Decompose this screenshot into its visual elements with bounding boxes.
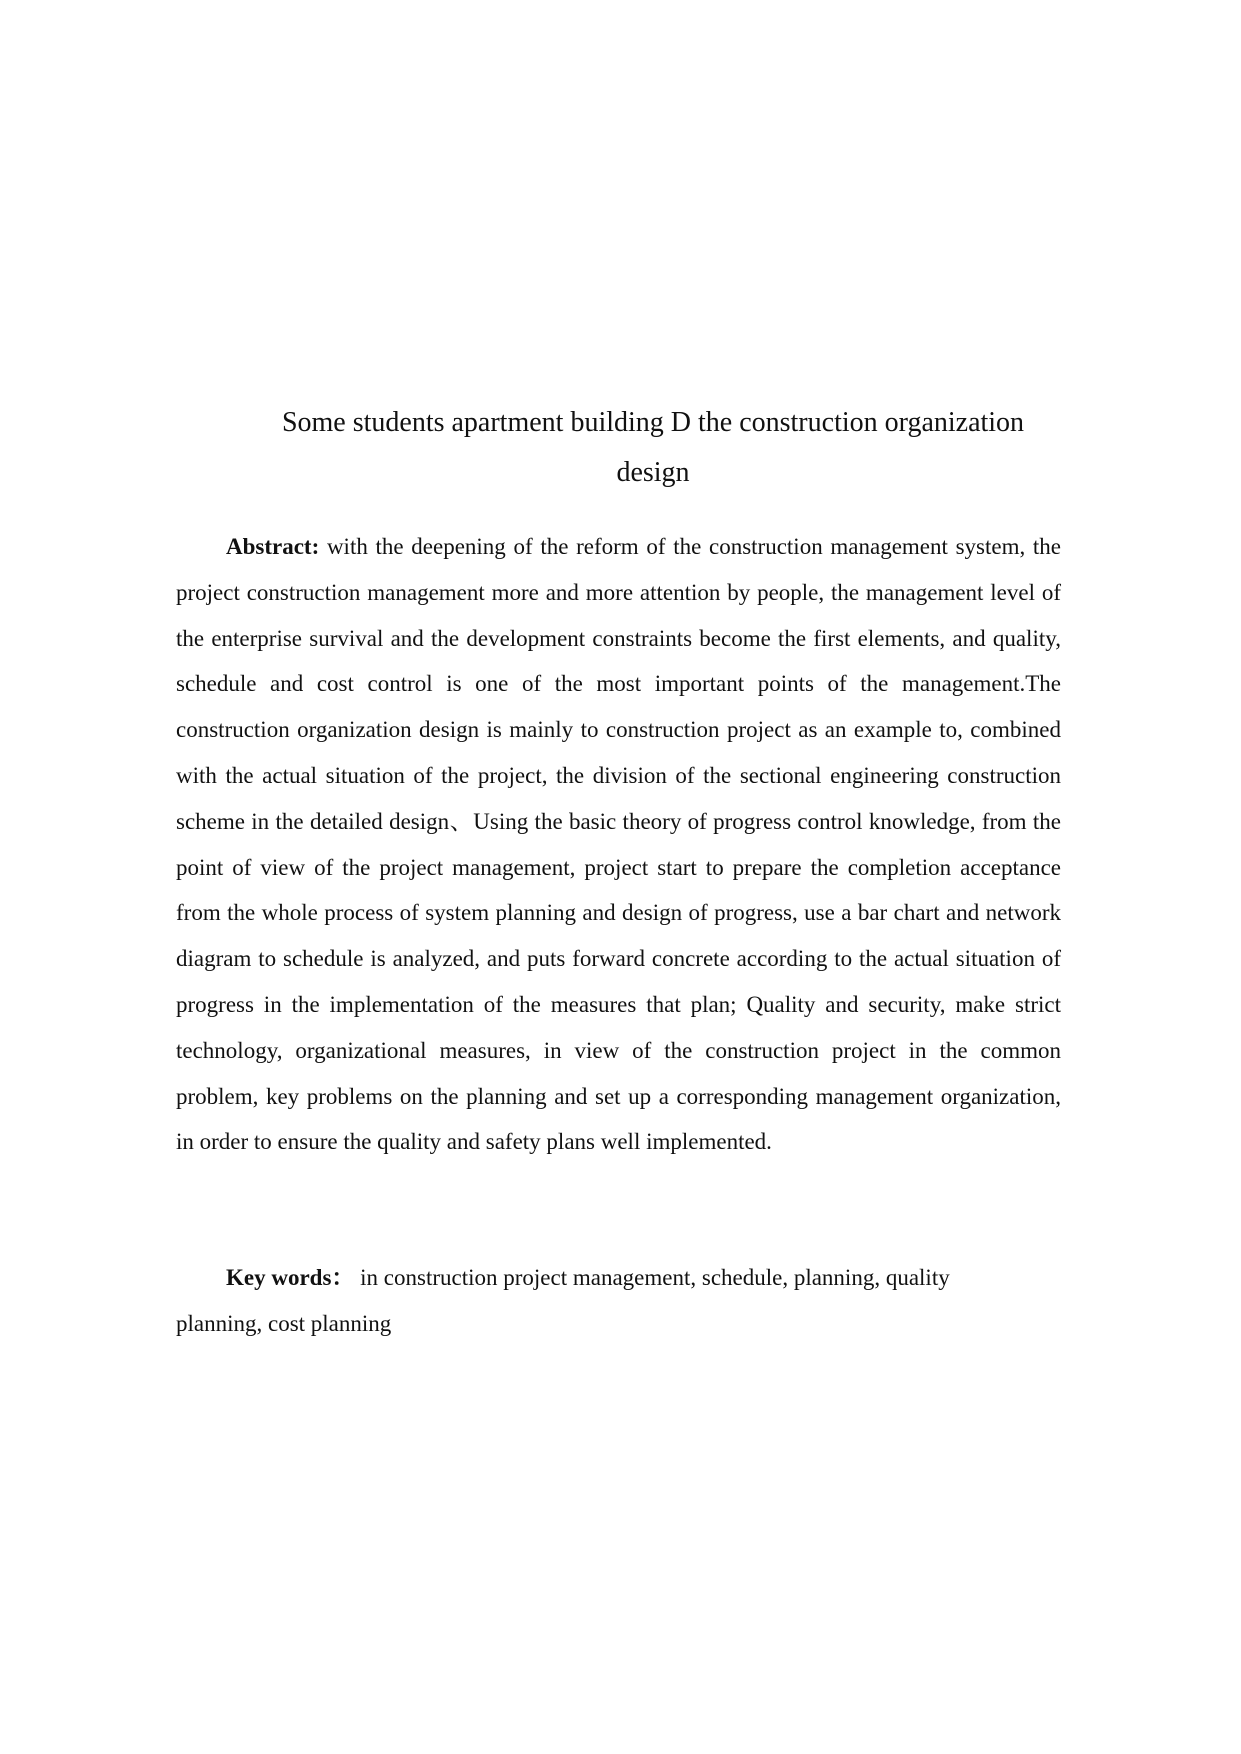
keywords-paragraph [176,1255,1061,1347]
abstract-label: Abstract: [226,534,320,559]
keywords-text-1: in construction project management, schedule, planning, quality [360,1265,950,1290]
keywords-line-1 [176,1255,1061,1301]
keywords-line-2: planning, cost planning [176,1311,392,1336]
paper-title [240,398,1066,498]
keywords-label: Key words： [226,1265,355,1290]
paper-title-line-2: design [616,457,690,488]
abstract-paragraph [176,524,1061,1165]
paper-title-line-1: Some students apartment building D the construction organization [281,407,1025,438]
abstract-text: with the deepening of the reform of the construction management system, the project construction management more and more attention by people, the management level of the enterprise survival and the development constraints become the first elements, and quality, schedule and cost control is one of the most important points of the management.The construction organization design is mainly to construction project as an example to, combined with the actual situation of the project, the division of the sectional engineering construction scheme in the detailed design、Using the basic theory of progress control knowledge, from the point of view of the project management, project start to prepare the completion acceptance from the whole process of system planning and design of progress, use a bar chart and network diagram to schedule is analyzed, and puts forward concrete according to the actual situation of progress in the implementation of the measures that plan; Quality and security, make strict technology, organizational measures, in view of the construction project in the common problem, key problems on the planning and set up a corresponding management organization, in order to ensure the quality and safety plans well implemented. [176,534,1061,1155]
